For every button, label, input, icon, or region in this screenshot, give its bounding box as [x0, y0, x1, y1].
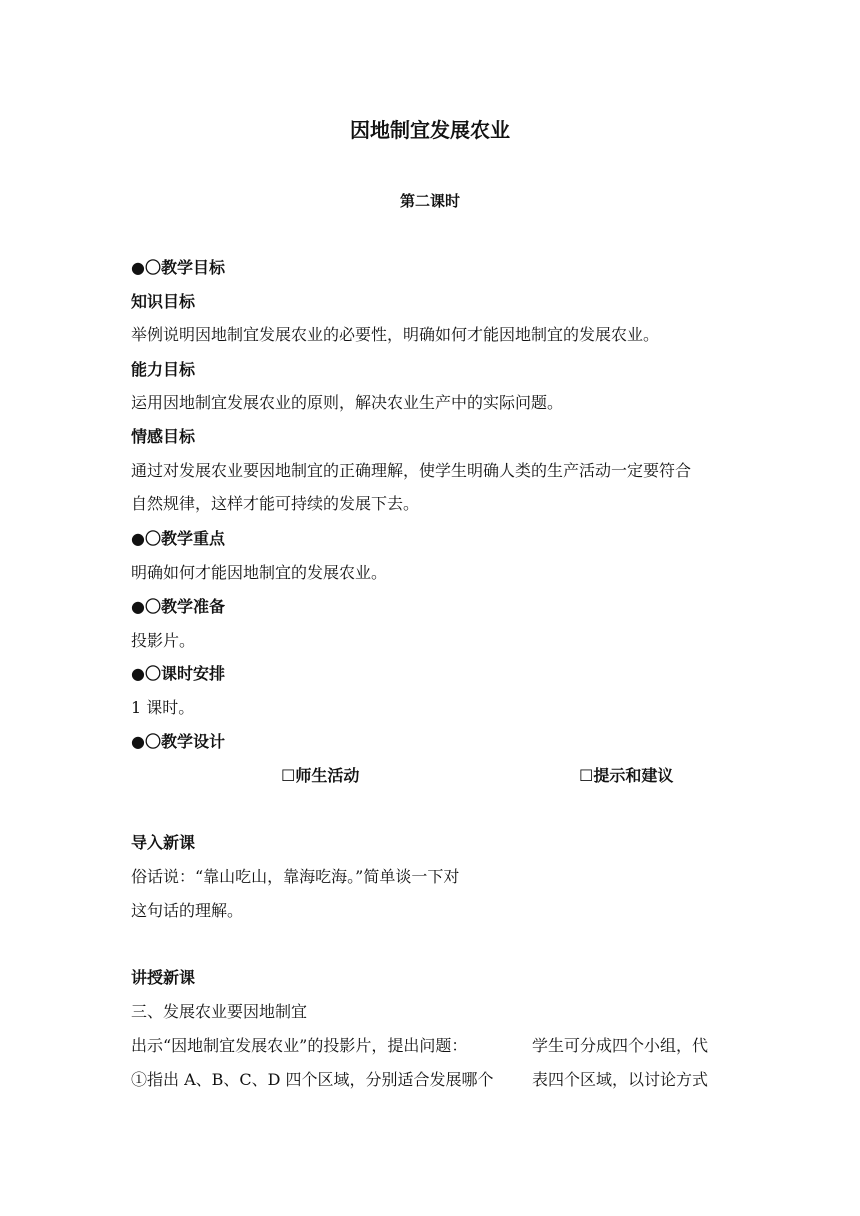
- class-schedule-text: 1 课时。: [131, 698, 195, 717]
- teaching-goals-heading: ●〇教学目标: [131, 258, 225, 277]
- lesson-text-line2: ①指出 A、B、C、D 四个区域，分别适合发展哪个: [131, 1070, 494, 1089]
- column-heading-tips: ☐提示和建议: [579, 766, 674, 785]
- document-title: 因地制宜发展农业: [350, 118, 510, 142]
- tip-text-line2: 表四个区域，以讨论方式: [532, 1070, 709, 1089]
- class-schedule-heading: ●〇课时安排: [131, 664, 225, 683]
- intro-text-line1: 俗话说：“靠山吃山，靠海吃海。”简单谈一下对: [131, 867, 460, 886]
- knowledge-goal-text: 举例说明因地制宜发展农业的必要性，明确如何才能因地制宜的发展农业。: [131, 325, 660, 344]
- teaching-design-heading: ●〇教学设计: [131, 732, 225, 751]
- lesson-text-line1: 出示“因地制宜发展农业”的投影片，提出问题：: [131, 1036, 468, 1055]
- teaching-focus-heading: ●〇教学重点: [131, 529, 225, 548]
- emotion-goal-text-line2: 自然规律，这样才能可持续的发展下去。: [131, 494, 420, 513]
- intro-heading: 导入新课: [131, 833, 196, 852]
- teaching-prep-heading: ●〇教学准备: [131, 597, 225, 616]
- new-lesson-heading: 讲授新课: [131, 968, 196, 987]
- ability-goal-text: 运用因地制宜发展农业的原则，解决农业生产中的实际问题。: [131, 393, 564, 412]
- emotion-goal-text-line1: 通过对发展农业要因地制宜的正确理解，使学生明确人类的生产活动一定要符合: [131, 461, 692, 480]
- ability-goal-heading: 能力目标: [131, 360, 196, 379]
- knowledge-goal-heading: 知识目标: [131, 292, 196, 311]
- tip-text-line1: 学生可分成四个小组，代: [532, 1036, 709, 1055]
- column-heading-activities: ☐师生活动: [281, 766, 360, 785]
- document-subtitle: 第二课时: [399, 192, 460, 210]
- emotion-goal-heading: 情感目标: [131, 427, 196, 446]
- intro-text-line2: 这句话的理解。: [131, 901, 244, 920]
- section-three-heading: 三、发展农业要因地制宜: [131, 1002, 308, 1021]
- teaching-focus-text: 明确如何才能因地制宜的发展农业。: [131, 563, 388, 582]
- teaching-prep-text: 投影片。: [131, 631, 196, 650]
